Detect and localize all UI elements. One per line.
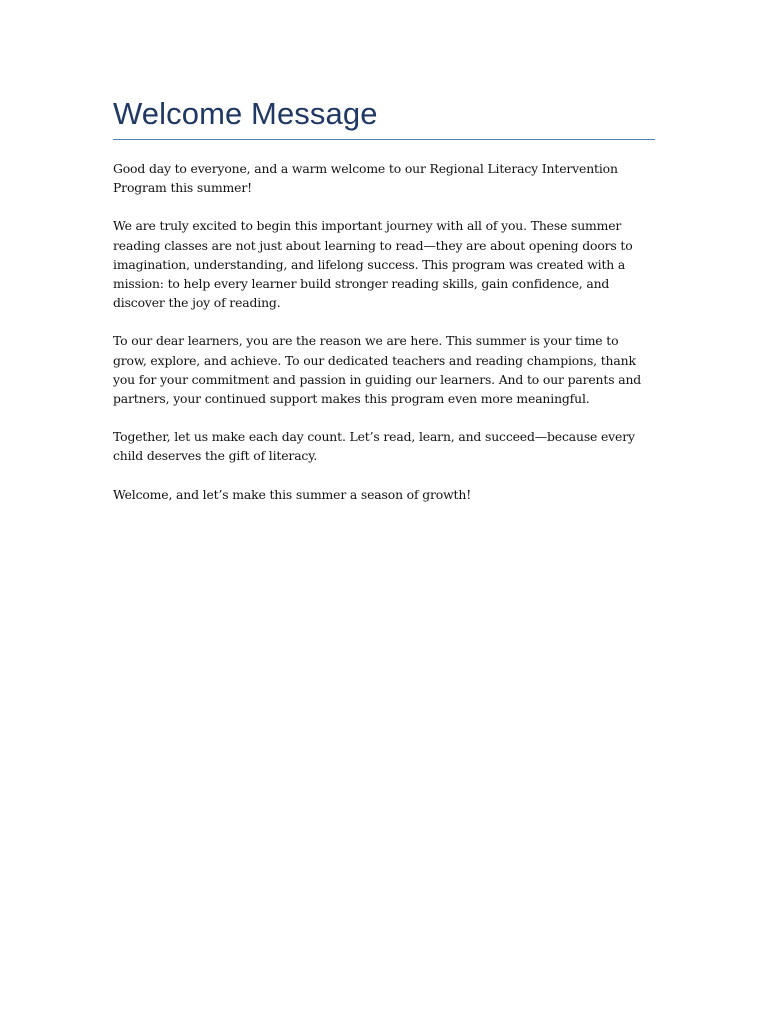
paragraph-closing: Welcome, and let’s make this summer a season of growth! bbox=[113, 486, 472, 502]
document-title: Welcome Message bbox=[113, 96, 378, 131]
paragraph-acknowledgements: To our dear learners, you are the reason we are here. This summer is your time to grow, explore, and achieve. To our dedicated teachers and reading champions, thank you for your commitment and passion in guiding our learners. And to our parents and partners, your continued support makes this program even more meaningful. bbox=[113, 333, 642, 407]
document-body bbox=[113, 95, 655, 523]
paragraph-call-to-action: Together, let us make each day count. Let’s read, learn, and succeed—because every child deserves the gift of literacy. bbox=[113, 429, 635, 464]
paragraph-greeting: Good day to everyone, and a warm welcome to our Regional Literacy Intervention Program this summer! bbox=[113, 161, 618, 196]
title-underline-divider bbox=[113, 139, 655, 140]
paragraph-program-mission: We are truly excited to begin this important journey with all of you. These summer reading classes are not just about learning to read—they are about opening doors to imagination, understanding, and lifelong success. This program was created with a mission: to help every learner build stronger reading skills, gain confidence, and discover the joy of reading. bbox=[113, 218, 633, 311]
